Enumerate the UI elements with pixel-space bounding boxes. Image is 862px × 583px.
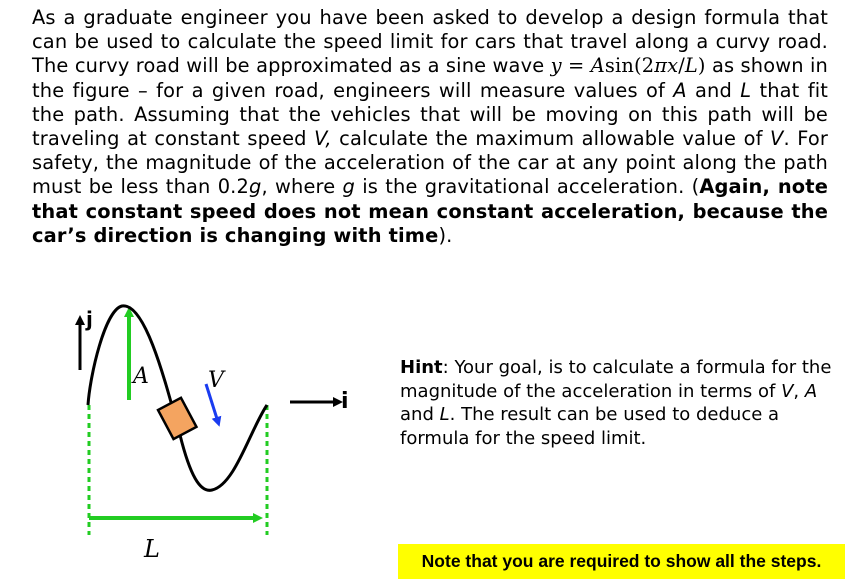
hint-var-a: A bbox=[804, 380, 818, 402]
equation-a: A bbox=[590, 54, 605, 78]
problem-text: that fit the path. Assuming that the vehicles that will be moving on this path will be traveling at constant speed bbox=[32, 78, 828, 151]
problem-text: and bbox=[686, 78, 741, 102]
car-icon bbox=[158, 398, 196, 439]
sine-curve bbox=[88, 306, 267, 490]
hint-text: , bbox=[793, 380, 805, 402]
hint-var-v: V bbox=[781, 380, 794, 402]
problem-text: as shown in the figure – for a given road, engineers will measure values of bbox=[32, 54, 828, 102]
wavelength-label: L bbox=[144, 535, 160, 563]
equation-pi: π bbox=[654, 54, 668, 78]
j-label: j bbox=[86, 307, 93, 331]
hint-paragraph bbox=[400, 356, 840, 450]
problem-text: , where bbox=[261, 175, 343, 199]
figure-svg bbox=[60, 290, 380, 580]
equation-equals: = bbox=[561, 54, 591, 78]
equation-slash: / bbox=[678, 54, 685, 78]
hint-label: Hint bbox=[400, 357, 443, 378]
bold-remark: Again, note that constant speed does not mean constant acceleration, because the car’s direction is changing with time bbox=[32, 175, 828, 247]
hint-text: . The result can be used to deduce a formula for the speed limit. bbox=[400, 404, 780, 449]
equation-close: ) bbox=[697, 54, 706, 78]
problem-statement bbox=[32, 6, 828, 248]
equation-l: L bbox=[684, 54, 698, 78]
var-g: g bbox=[342, 175, 356, 199]
problem-text: is the gravitational acceleration. ( bbox=[355, 175, 700, 199]
hint-text: and bbox=[400, 404, 440, 425]
problem-text: . For safety, the magnitude of the acceleration of the car at any point along the path must be less than 0.2 bbox=[32, 127, 829, 199]
var-v: V bbox=[770, 127, 784, 151]
equation-y: y bbox=[550, 54, 562, 78]
steps-note: Note that you are required to show all the steps. bbox=[398, 544, 845, 579]
i-label: i bbox=[341, 389, 349, 414]
velocity-label: V bbox=[208, 368, 224, 393]
amplitude-label: A bbox=[133, 364, 149, 389]
problem-text: calculate the maximum allowable value of bbox=[331, 127, 771, 151]
equation-sin: sin(2 bbox=[604, 54, 655, 78]
var-a: A bbox=[673, 78, 687, 102]
problem-text: As a graduate engineer you have been asked to develop a design formula that can be used to calculate the speed limit for cars that travel along a curvy road. The curvy road will be approximated as a sine wave bbox=[32, 6, 828, 78]
var-v: V, bbox=[314, 127, 332, 151]
sine-road-figure bbox=[60, 290, 380, 580]
problem-text: ). bbox=[438, 223, 453, 247]
equation-x: x bbox=[667, 54, 679, 78]
hint-var-l: L bbox=[439, 404, 450, 425]
var-l: L bbox=[740, 78, 752, 102]
hint-text: : Your goal, is to calculate a formula for the magnitude of the acceleration in terms of bbox=[400, 357, 832, 402]
var-g: g bbox=[249, 175, 262, 199]
